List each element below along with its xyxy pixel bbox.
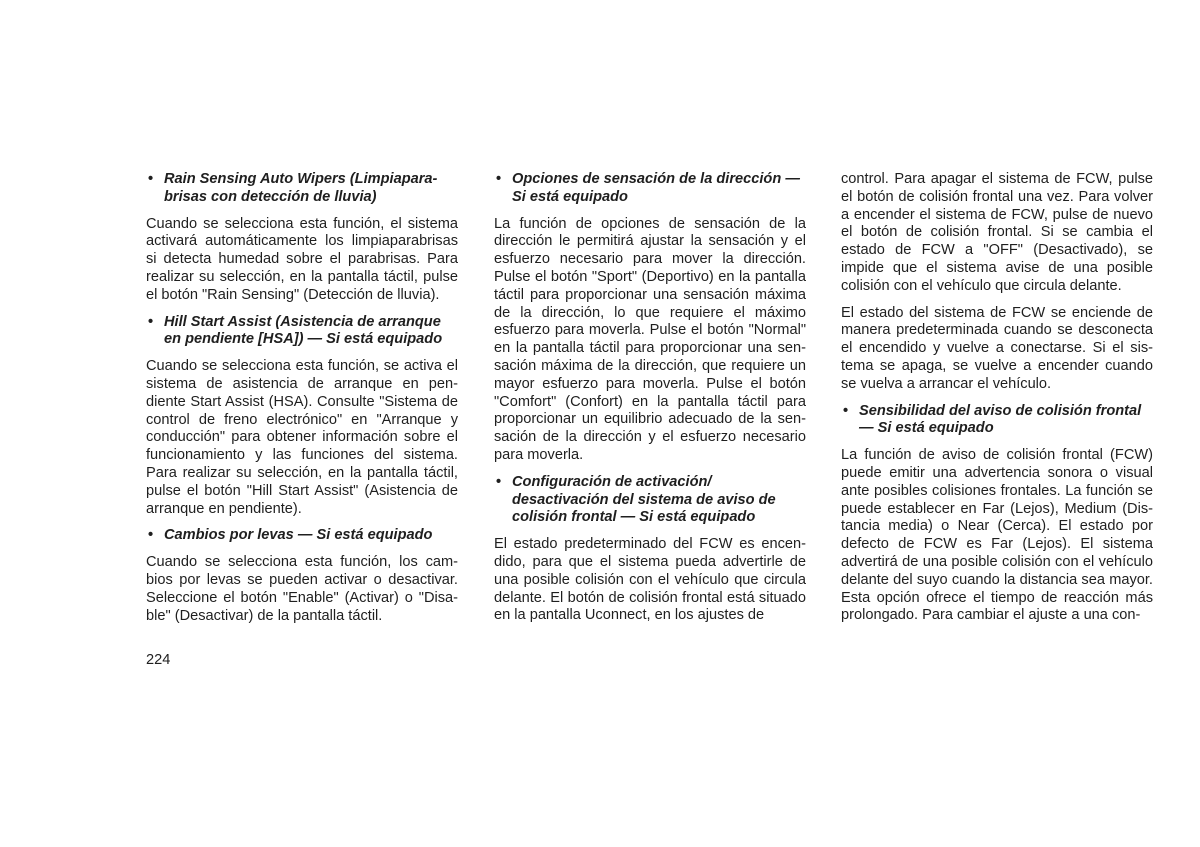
heading-text: Rain Sensing Auto Wipers (Limpiapara-brisas con detección de lluvia) bbox=[164, 171, 438, 205]
bullet-icon: • bbox=[148, 171, 154, 187]
column-1 bbox=[146, 171, 458, 634]
paragraph: Cuando se selecciona esta función, los cam-bios por levas se pueden activar o desactivar. Seleccione el botón "Enable" (Activar) o "Disa-ble" (Desactivar) de la pantalla táctil. bbox=[146, 554, 458, 624]
page-number: 224 bbox=[146, 652, 171, 668]
bullet-icon: • bbox=[148, 313, 154, 330]
heading-text: Cambios por levas — Si está equipado bbox=[164, 527, 433, 544]
heading-text: Hill Start Assist (Asistencia de arranque en pendiente [HSA]) — Si está equipado bbox=[164, 313, 443, 348]
heading-text: Configuración de activación/ desactivación del sistema de aviso de colisión frontal — Si está equipado bbox=[512, 473, 776, 526]
paragraph: Cuando se selecciona esta función, se activa el sistema de asistencia de arranque en pen-diente Start Assist (HSA). Consulte "Sistema de control de freno electrónico" en "Arranque y conducción" para obtener información sobre el funcionamiento y las funciones del sistema. Para realizar su selección, en la pantalla táctil, pulse el botón "Hill Start Assist" (Asistencia de arranque en pendiente). bbox=[146, 358, 458, 517]
column-3 bbox=[841, 171, 1153, 634]
bullet-icon: • bbox=[148, 527, 154, 544]
section-heading bbox=[146, 527, 458, 545]
bullet-icon: • bbox=[496, 171, 502, 187]
paragraph: El estado del sistema de FCW se enciende de manera predeterminada cuando se desconecta el encendido y vuelve a conectarse. Si el sis-tema se apaga, se vuelve a encender cuando se vuelva a arrancar el vehículo. bbox=[841, 304, 1153, 392]
section-heading bbox=[146, 171, 458, 207]
section-heading bbox=[494, 474, 806, 527]
section-heading bbox=[146, 314, 458, 350]
paragraph: Cuando se selecciona esta función, el sistema activará automáticamente los limpiaparabrisas si detecta humedad sobre el parabrisas. Para realizar su selección, en la pantalla táctil, pulse el botón "Rain Sensing" (Detección de lluvia). bbox=[146, 215, 458, 303]
paragraph: El estado predeterminado del FCW es encen-dido, para que el sistema pueda advertirle de una posible colisión con el vehículo que circula delante. El botón de colisión frontal está situado en la pantalla Uconnect, en los ajustes de bbox=[494, 536, 806, 624]
heading-text: Opciones de sensación de la dirección — Si está equipado bbox=[512, 171, 800, 205]
bullet-icon: • bbox=[496, 473, 502, 490]
section-heading bbox=[841, 403, 1153, 439]
heading-text: Sensibilidad del aviso de colisión frontal — Si está equipado bbox=[859, 402, 1142, 437]
paragraph: control. Para apagar el sistema de FCW, pulse el botón de colisión frontal una vez. Para volver a encender el sistema de FCW, pulse de nuevo el botón de colisión frontal. Si se cambia el estado de FCW a "OFF" (Desactivado), se impide que el sistema avise de una posible colisión con el vehículo que circula delante. bbox=[841, 171, 1153, 294]
section-heading bbox=[494, 171, 806, 207]
bullet-icon: • bbox=[843, 402, 849, 419]
column-2 bbox=[494, 171, 806, 634]
paragraph: La función de aviso de colisión frontal (FCW) puede emitir una advertencia sonora o visual ante posibles colisiones frontales. La función se puede establecer en Far (Lejos), Medium (Dis-tancia media) o Near (Cerca). El estado por defecto de FCW es Far (Lejos). El sistema advertirá de una posible colisión con el vehículo delante del suyo cuando la distancia sea mayor. Esta opción ofrece el tiempo de reacción más prolongado. Para cambiar el ajuste a una con- bbox=[841, 447, 1153, 624]
paragraph: La función de opciones de sensación de la dirección le permitirá ajustar la sensación y el esfuerzo necesario para mover la dirección. Pulse el botón "Sport" (Deportivo) en la pantalla táctil para proporcionar una sensación máxima de la dirección, lo que requiere el máximo esfuerzo para moverla. Pulse el botón "Normal" en la pantalla táctil para proporcionar una sen-sación máxima de la dirección, que requiere un mayor esfuerzo para moverla. Pulse el botón "Comfort" (Confort) en la pantalla táctil para proporcionar un equilibrio adecuado de la sen-sación de la dirección y el esfuerzo necesario para moverla. bbox=[494, 215, 806, 463]
